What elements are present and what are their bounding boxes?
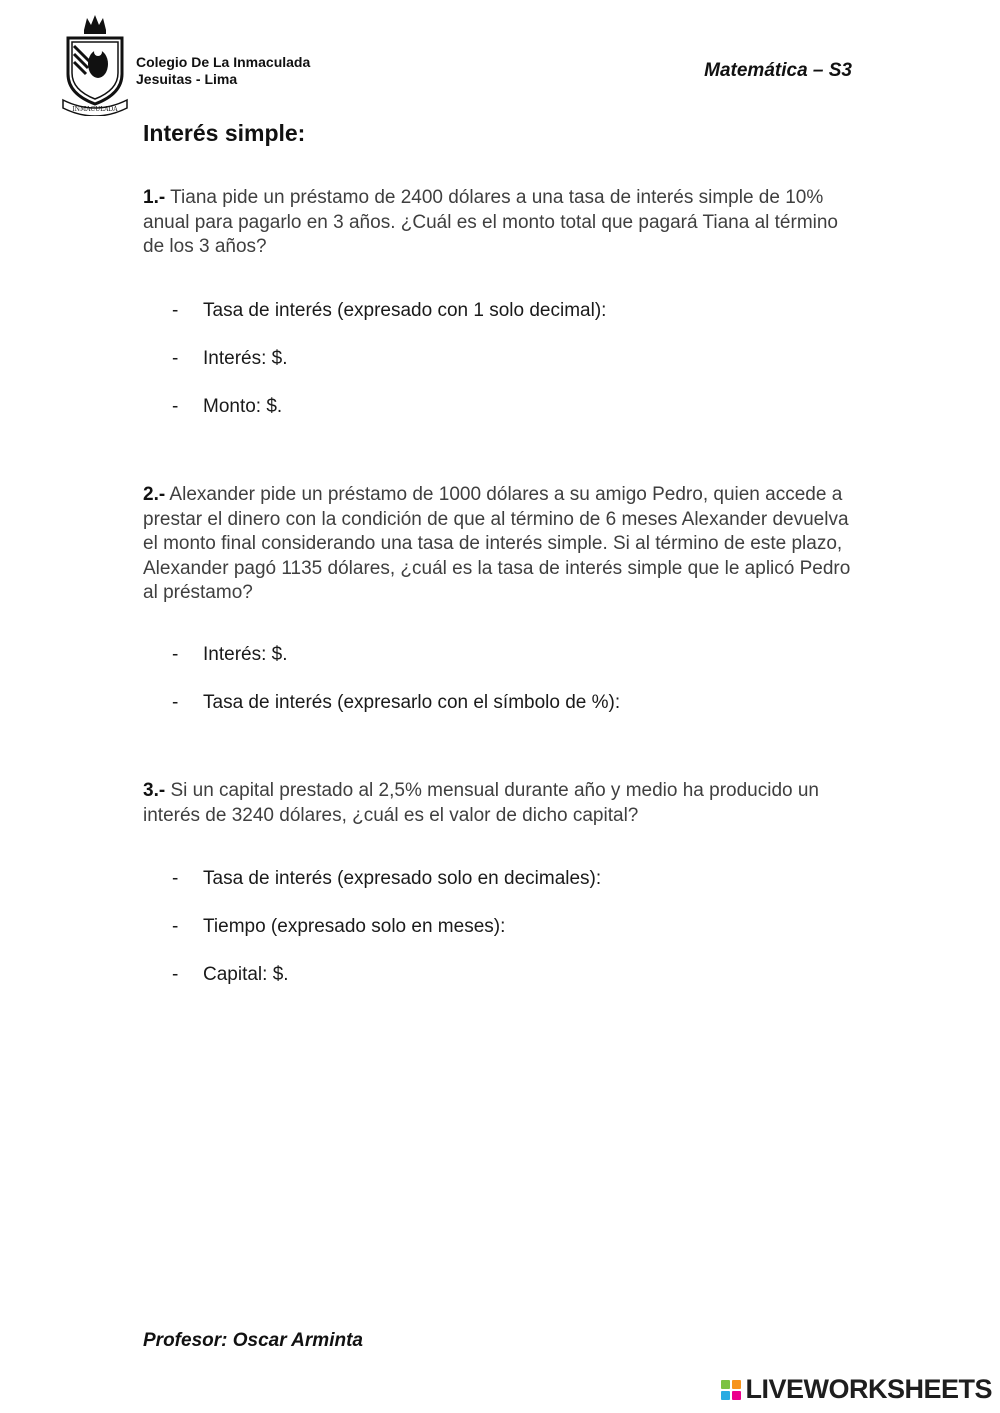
- page-title: Interés simple:: [143, 120, 306, 146]
- list-item: - Tasa de interés (expresarlo con el símbolo de %):: [172, 691, 620, 715]
- list-item: - Tiempo (expresado solo en meses):: [172, 915, 601, 939]
- question-1-number: 1.-: [143, 187, 166, 208]
- question-3-text: Si un capital prestado al 2,5% mensual durante año y medio ha producido un interés de 3240 dólares, ¿cuál es el valor de dicho capital?: [143, 780, 820, 826]
- school-name-line1: Colegio De La Inmaculada: [136, 54, 311, 70]
- question-2-number: 2.-: [143, 484, 166, 505]
- question-1-text: Tiana pide un préstamo de 2400 dólares a una tasa de interés simple de 10% anual para pagarlo en 3 años. ¿Cuál es el monto total que pagará Tiana al término de los 3 años?: [143, 187, 839, 257]
- list-item: - Interés: $.: [172, 347, 606, 371]
- question-2-text: Alexander pide un préstamo de 1000 dólares a su amigo Pedro, quien accede a prestar el dinero con la condición de que al término de 6 meses Alexander devuelva el monto final considerando una tasa de interés simple. Si al término de este plazo, Alexander pagó 1135 dólares, ¿cuál es la tasa de interés simple que le aplicó Pedro al préstamo?: [143, 484, 851, 603]
- logo-square-green: [721, 1380, 730, 1389]
- question-3-items: [172, 867, 601, 1011]
- list-item: - Interés: $.: [172, 643, 620, 667]
- school-name: [136, 54, 310, 88]
- liveworksheets-brand[interactable]: [721, 1374, 992, 1405]
- logo-square-pink: [732, 1391, 741, 1400]
- list-item: - Capital: $.: [172, 963, 601, 987]
- subject-label: Matemática – S3: [704, 60, 852, 81]
- svg-text:INMACULADA: INMACULADA: [72, 106, 118, 113]
- list-item: - Tasa de interés (expresado solo en decimales):: [172, 867, 601, 891]
- liveworksheets-logo-icon: [721, 1380, 741, 1400]
- question-3: [143, 779, 863, 828]
- question-2-items: [172, 643, 620, 739]
- school-name-line2: Jesuitas - Lima: [136, 71, 238, 87]
- teacher-name: Profesor: Oscar Arminta: [143, 1330, 363, 1351]
- logo-square-blue: [721, 1391, 730, 1400]
- liveworksheets-wordmark: LIVEWORKSHEETS: [745, 1374, 992, 1404]
- logo-square-orange: [732, 1380, 741, 1389]
- question-1: [143, 186, 863, 260]
- question-2: [143, 483, 863, 606]
- list-item: - Monto: $.: [172, 395, 606, 419]
- question-3-number: 3.-: [143, 780, 166, 801]
- list-item: - Tasa de interés (expresado con 1 solo decimal):: [172, 299, 606, 323]
- school-crest-logo: [60, 12, 130, 116]
- question-1-items: [172, 299, 606, 443]
